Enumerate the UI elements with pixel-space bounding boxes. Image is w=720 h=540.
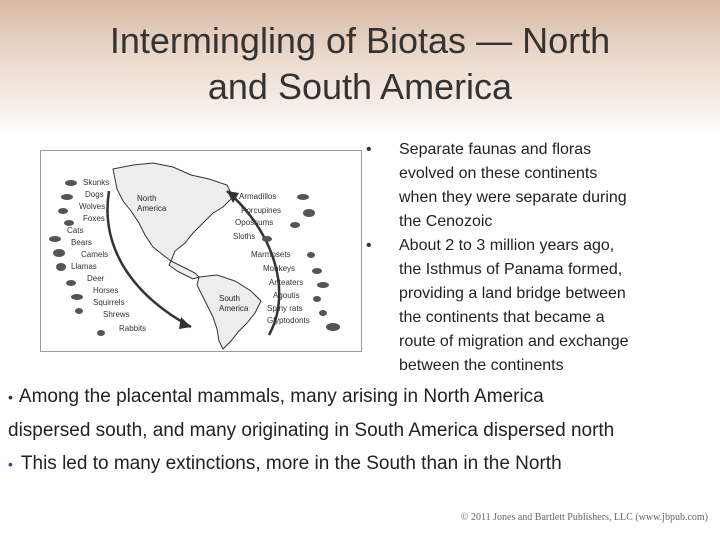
bullet-line: when they were separate during — [399, 189, 627, 206]
left-label: Foxes — [83, 214, 105, 223]
map-svg — [41, 151, 361, 351]
sloth-icon — [262, 236, 272, 242]
squirrel-icon — [75, 308, 83, 314]
anteater-icon — [317, 282, 329, 288]
north-america-shape — [113, 163, 233, 261]
left-label: Squirrels — [93, 298, 125, 307]
left-label: Camels — [81, 250, 109, 259]
right-label: Anteaters — [269, 278, 304, 287]
bullet-line: the Isthmus of Panama formed, — [399, 261, 623, 278]
southward-arrowhead — [179, 317, 191, 329]
bear-icon — [53, 249, 65, 257]
right-label: Porcupines — [241, 206, 282, 215]
bullet-line: Separate faunas and floras — [399, 141, 592, 158]
opossum-icon — [290, 222, 300, 228]
bullet-line: between the continents — [399, 357, 564, 374]
left-label: Skunks — [83, 178, 110, 187]
bullet-line: the Cenozoic — [399, 213, 493, 230]
left-label: Dogs — [85, 190, 104, 199]
title-line-2: and South America — [207, 66, 513, 107]
bullet-dot: • — [366, 141, 372, 158]
left-label: Cats — [67, 226, 84, 235]
fox-icon — [64, 220, 74, 226]
spiny-rat-icon — [319, 310, 327, 316]
horse-icon — [71, 294, 83, 300]
right-label: Monkeys — [263, 264, 296, 273]
deer-icon — [66, 280, 76, 286]
armadillo-icon — [297, 194, 309, 200]
bullet-dot: • — [8, 389, 13, 405]
left-label: Rabbits — [119, 324, 147, 333]
bullet-line: About 2 to 3 million years ago, — [399, 237, 615, 254]
left-label: Wolves — [79, 202, 106, 211]
left-label: Bears — [71, 238, 92, 247]
left-label: Shrews — [103, 310, 130, 319]
isthmus-shape — [169, 261, 199, 279]
wolf-icon — [58, 208, 68, 214]
right-label: Spiny rats — [267, 304, 303, 313]
left-label: Llamas — [71, 262, 97, 271]
camel-icon — [56, 263, 66, 271]
south-america-label-1: South — [219, 294, 240, 303]
left-label: Deer — [87, 274, 105, 283]
bullet-text: This led to many extinctions, more in the South than in the North — [20, 453, 562, 474]
right-label: Agoutis — [273, 291, 300, 300]
cat-icon — [49, 236, 61, 242]
bullet-line: route of migration and exchange — [399, 333, 629, 350]
right-label: Opossums — [235, 218, 274, 227]
bullet-line: the continents that became a — [399, 309, 605, 326]
glyptodont-icon — [326, 323, 340, 331]
left-label: Horses — [93, 286, 119, 295]
rabbit-icon — [97, 330, 105, 336]
bottom-bullet-1-line-2: dispersed south, and many originating in South America dispersed north — [8, 420, 615, 441]
right-label: Marmosets — [251, 250, 291, 259]
bottom-bullet-2 — [8, 447, 716, 481]
right-label: Sloths — [233, 232, 256, 241]
slide-title — [40, 18, 680, 110]
bullet-dot: • — [8, 456, 13, 472]
south-america-label-2: America — [219, 304, 249, 313]
right-label: Armadillos — [239, 192, 277, 201]
skunk-icon — [65, 180, 77, 186]
bullet-text: Among the placental mammals, many arising in North America — [18, 386, 544, 407]
north-america-label-1: North — [137, 194, 157, 203]
migration-map-figure — [40, 150, 362, 352]
bullet-line: providing a land bridge between — [399, 285, 626, 302]
right-bullet-list — [362, 138, 692, 378]
bullet-dot: • — [366, 237, 372, 254]
bullet-line: evolved on these continents — [399, 165, 598, 182]
bottom-bullet-1-line-1 — [8, 380, 716, 414]
marmoset-icon — [307, 252, 315, 258]
north-america-label-2: America — [137, 204, 167, 213]
copyright-notice: © 2011 Jones and Bartlett Publishers, LLC (www.jbpub.com) — [460, 512, 708, 523]
right-label: Glyptodonts — [267, 316, 310, 325]
title-line-1: Intermingling of Biotas — North — [109, 20, 611, 61]
agouti-icon — [313, 296, 321, 302]
right-bullet-1 — [362, 138, 692, 234]
right-bullet-2 — [362, 234, 692, 378]
porcupine-icon — [303, 209, 315, 217]
dog-icon — [61, 194, 73, 200]
monkey-icon — [312, 268, 322, 274]
bottom-bullet-list — [8, 380, 716, 481]
